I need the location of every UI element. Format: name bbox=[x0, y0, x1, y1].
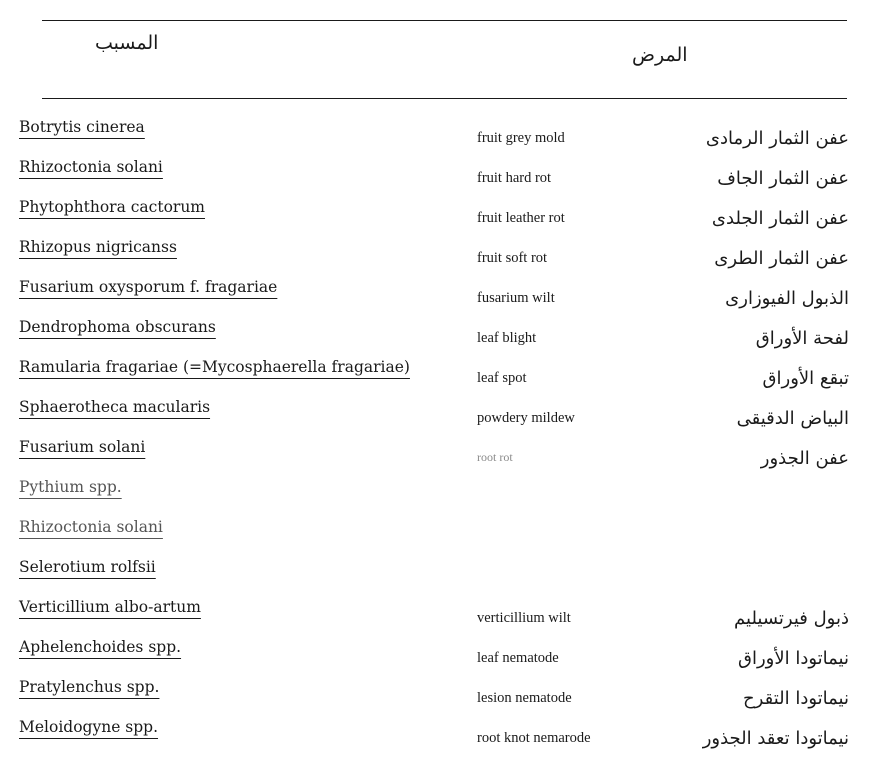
table-row bbox=[0, 276, 885, 316]
disease-english: root rot bbox=[477, 450, 513, 464]
cause-name: Rhizopus nigricanss bbox=[19, 238, 177, 256]
disease-arabic: نيماتودا تعقد الجذور bbox=[702, 728, 849, 749]
disease-arabic: البياض الدقيقى bbox=[736, 408, 849, 429]
table-row bbox=[0, 316, 885, 356]
table-row bbox=[0, 676, 885, 716]
disease-english: fruit grey mold bbox=[477, 130, 565, 146]
header-cause: المسبب bbox=[95, 32, 159, 54]
cause-name: Ramularia fragariae (=Mycosphaerella fragariae) bbox=[19, 358, 410, 376]
disease-arabic: نيماتودا التقرح bbox=[743, 688, 849, 709]
cause-name: Phytophthora cactorum bbox=[19, 198, 206, 216]
table-row bbox=[0, 716, 885, 756]
disease-english: leaf spot bbox=[477, 370, 527, 386]
table-row bbox=[0, 116, 885, 156]
table-row bbox=[0, 556, 885, 596]
table-row bbox=[0, 196, 885, 236]
disease-english: fruit leather rot bbox=[477, 210, 565, 226]
table-row bbox=[0, 516, 885, 556]
cause-name: Dendrophoma obscurans bbox=[19, 318, 216, 336]
table-row bbox=[0, 396, 885, 436]
table-row bbox=[0, 436, 885, 476]
header-disease: المرض bbox=[632, 44, 688, 66]
cause-name: Botrytis cinerea bbox=[19, 118, 145, 136]
cause-name: Pratylenchus spp. bbox=[19, 678, 160, 696]
disease-english: root knot nemarode bbox=[477, 730, 591, 746]
cause-name: Rhizoctonia solani bbox=[19, 158, 163, 176]
table-row bbox=[0, 236, 885, 276]
disease-english: verticillium wilt bbox=[477, 610, 571, 626]
disease-arabic: نيماتودا الأوراق bbox=[738, 648, 849, 669]
table-row bbox=[0, 356, 885, 396]
top-rule bbox=[42, 20, 847, 21]
cause-name: Selerotium rolfsii bbox=[19, 558, 156, 576]
disease-english: fruit soft rot bbox=[477, 250, 548, 266]
table-row bbox=[0, 156, 885, 196]
cause-name: Rhizoctonia solani bbox=[19, 518, 163, 536]
table-row bbox=[0, 476, 885, 516]
disease-english: fruit hard rot bbox=[477, 170, 552, 186]
table-row bbox=[0, 636, 885, 676]
disease-arabic: عفن الثمار الجاف bbox=[717, 168, 849, 189]
cause-name: Pythium spp. bbox=[19, 478, 122, 496]
disease-english: leaf nematode bbox=[477, 650, 559, 666]
header-rule bbox=[42, 98, 847, 99]
disease-english: leaf blight bbox=[477, 330, 537, 346]
disease-arabic: عفن الثمار الجلدى bbox=[711, 208, 849, 229]
cause-name: Fusarium oxysporum f. fragariae bbox=[19, 278, 278, 296]
disease-english: powdery mildew bbox=[477, 410, 575, 426]
disease-english: fusarium wilt bbox=[477, 290, 555, 306]
disease-arabic: تبقع الأوراق bbox=[762, 368, 849, 389]
disease-arabic: ذبول فيرتسيليم bbox=[734, 608, 849, 629]
disease-arabic: الذبول الفيوزارى bbox=[725, 288, 849, 309]
disease-arabic: عفن الثمار الطرى bbox=[714, 248, 849, 269]
cause-name: Aphelenchoides spp. bbox=[19, 638, 182, 656]
cause-name: Meloidogyne spp. bbox=[19, 718, 159, 736]
cause-name: Verticillium albo-artum bbox=[19, 598, 201, 616]
disease-arabic: عفن الثمار الرمادى bbox=[705, 128, 849, 149]
disease-arabic: لفحة الأوراق bbox=[755, 328, 849, 349]
cause-name: Sphaerotheca macularis bbox=[19, 398, 211, 416]
disease-english: lesion nematode bbox=[477, 690, 572, 706]
table-row bbox=[0, 596, 885, 636]
disease-arabic: عفن الجذور bbox=[760, 448, 849, 469]
cause-name: Fusarium solani bbox=[19, 438, 146, 456]
